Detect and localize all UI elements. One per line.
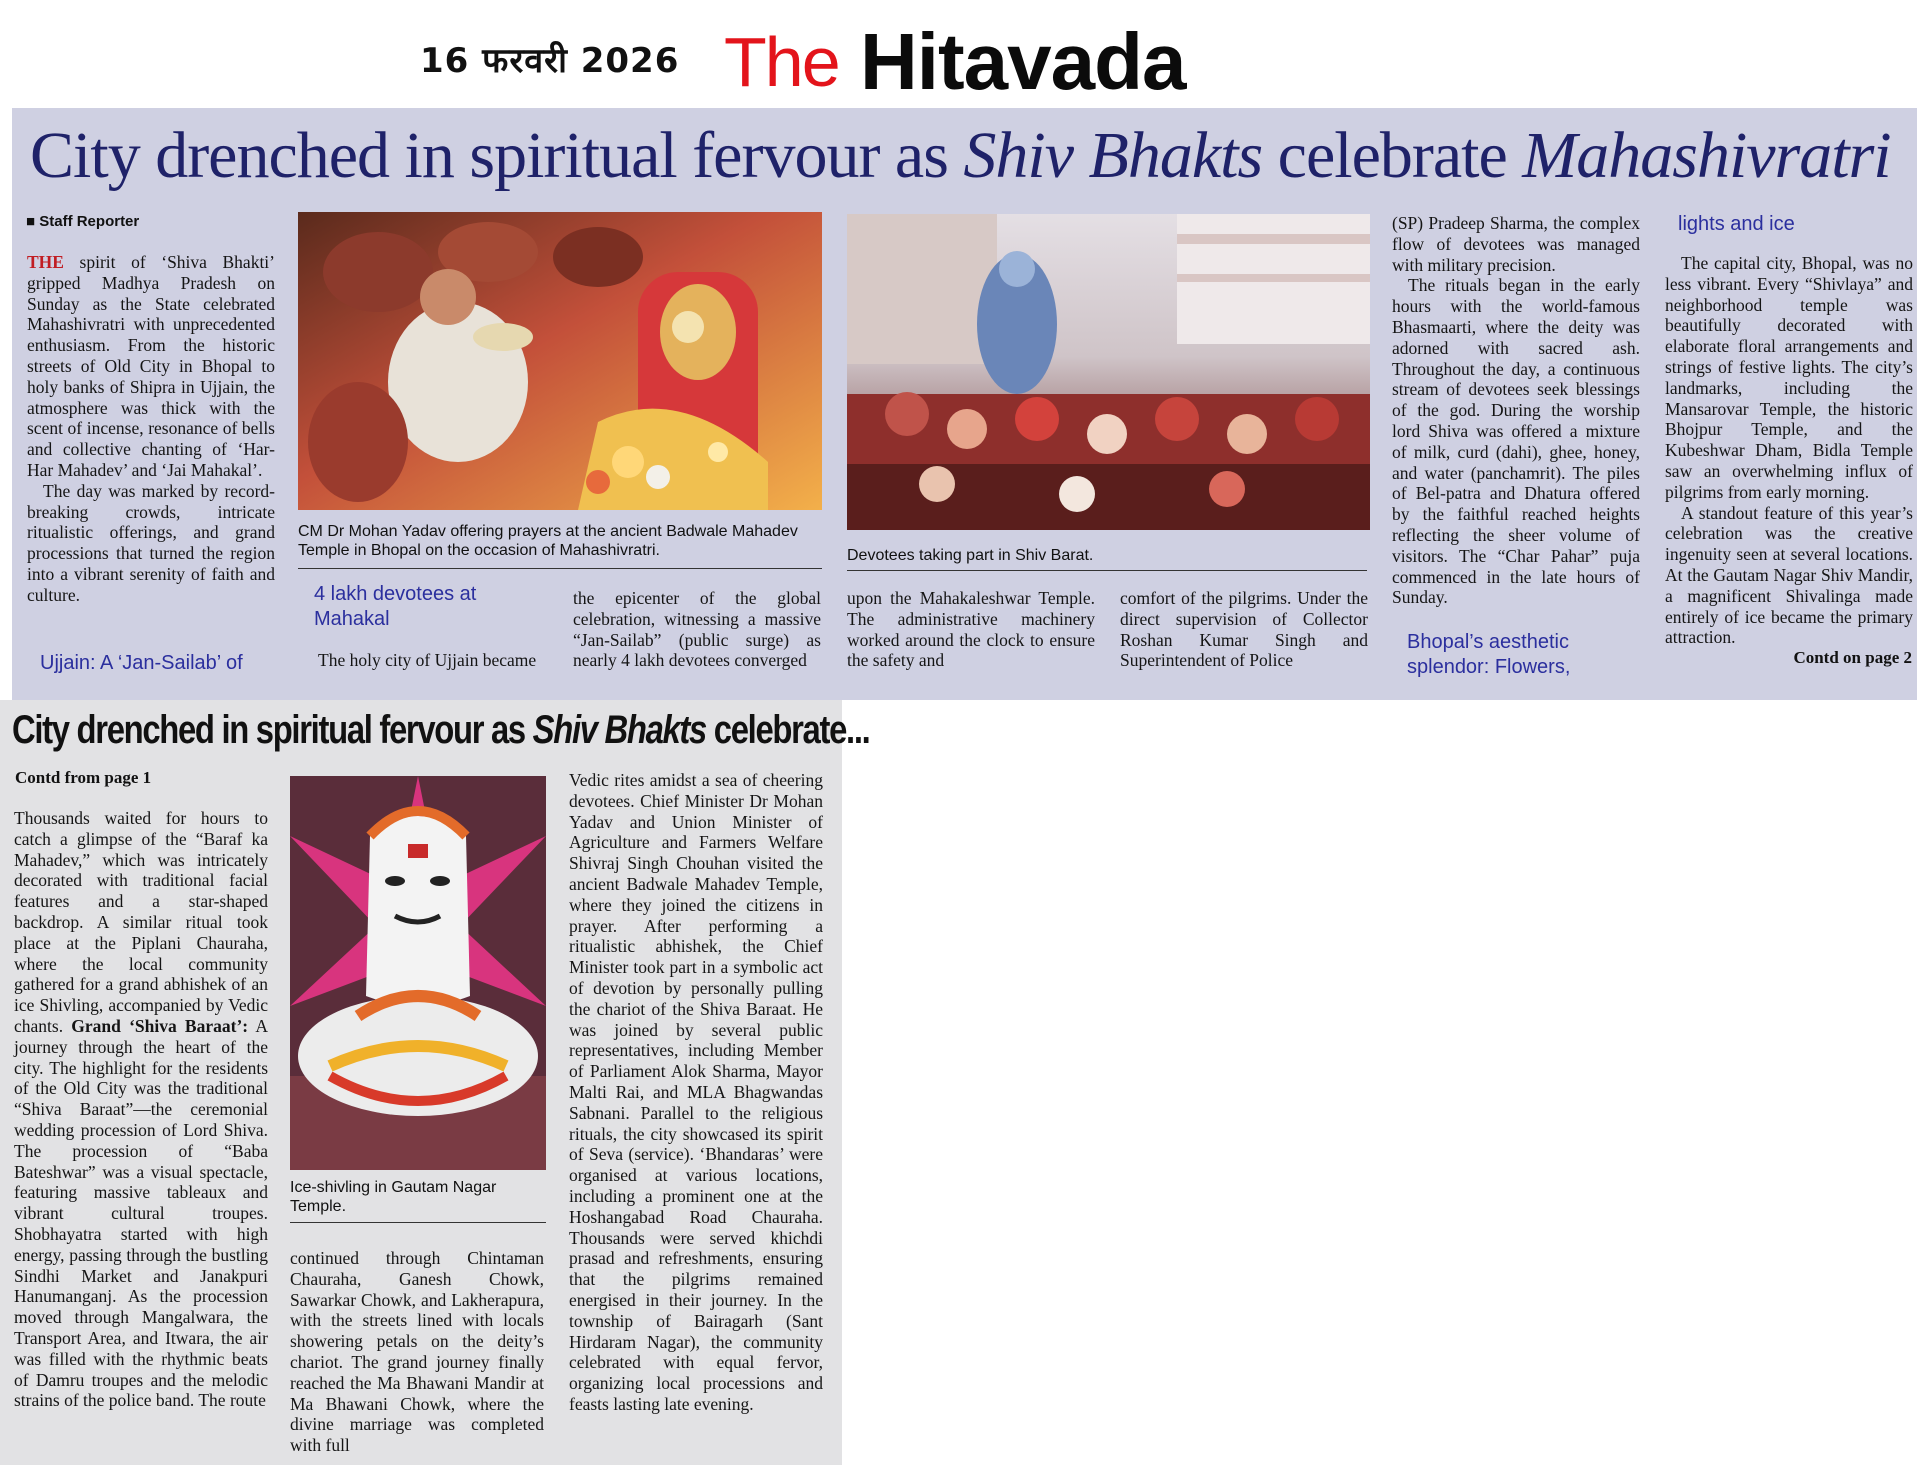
photo-caption-ice: Ice-shivling in Gautam Nagar Temple.	[290, 1179, 497, 1215]
byline: ■ Staff Reporter	[26, 213, 140, 230]
photo-caption-cm: CM Dr Mohan Yadav offering prayers at the ancient Badwale Mahadev Temple in Bhopal on the occasion of Mahashivratri.	[298, 523, 798, 559]
photo-caption-barat: Devotees taking part in Shiv Barat.	[847, 547, 1094, 564]
publication-date: 16 फरवरी 2026	[420, 41, 680, 81]
article-headline: City drenched in spiritual fervour as Shiv Bhakts celebrate Mahashivratri	[30, 119, 1891, 192]
paragraph: A journey through the heart of the city. The highlight for the residents of the Old City was the traditional “Shiva Baraat”—the ceremonial wedding procession of Lord Shiva. The procession of “Baba Bateshwar” was a visual spectacle, featuring massive tableaux and vibrant cultural troupes. Shobhayatra started with high energy, passing through the bustling Sindhi Market and Janakpuri Hanumanganj. As the procession moved through Mangalwara, the Transport Area, and Itwara, the air was filled with the rhythmic beats of Damru troupes and the melodic strains of the police band. The route	[14, 1015, 268, 1411]
continuation-column-2	[290, 1248, 544, 1456]
masthead-name: Hitavada	[860, 17, 1186, 106]
inline-subhead: Grand ‘Shiva Baraat’:	[71, 1015, 249, 1036]
subhead-mahakal: 4 lakh devotees at Mahakal	[314, 583, 477, 630]
continuation-column-1	[14, 808, 268, 1411]
subhead-lights: lights and ice	[1678, 213, 1795, 235]
continuation-column-3	[569, 770, 823, 1415]
article-column-1	[27, 252, 275, 606]
paragraph: Thousands waited for hours to catch a glimpse of the “Baraf ka Mahadev,” which was intricately decorated with traditional facial features and a star-shaped backdrop. A similar ritual took place at the Piplani Chauraha, where the local community gathered for a grand abhishek of an ice Shivling, accompanied by Vedic chants.	[14, 808, 268, 1036]
photo-cm-prayers	[298, 212, 822, 510]
paragraph: continued through Chintaman Chauraha, Ganesh Chowk, Sawarkar Chowk, and Lakherapura, with the streets lined with locals showering petals on the deity’s chariot. The grand journey finally reached the Ma Bhawani Mandir at Ma Bhawani Chowk, where the divine marriage was completed with full	[290, 1248, 544, 1456]
article-column-6	[1392, 213, 1640, 608]
subhead-ujjain: Ujjain: A ‘Jan-Sailab’ of	[40, 652, 243, 674]
paragraph: A standout feature of this year’s celebration was the creative ingenuity seen at several locations. At the Gautam Nagar Shiv Mandir, a magnificent Shivalinga made entirely of ice became the primary attraction.	[1665, 502, 1913, 648]
photo-shiv-barat	[847, 214, 1370, 530]
divider	[290, 1222, 546, 1223]
continuation-headline: City drenched in spiritual fervour as Shiv Bhakts celebrate...	[12, 708, 870, 752]
paragraph: Vedic rites amidst a sea of cheering devotees. Chief Minister Dr Mohan Yadav and Union Minister of Agriculture and Farmers Welfare Shivraj Singh Chouhan visited the ancient Badwale Mahadev Temple, where they joined the citizens in prayer. After performing a ritualistic abhishek, the Chief Minister took part in a symbolic act of devotion by personally pulling the chariot of the Shiva Baraat. He was joined by several public representatives, including Member of Parliament Alok Sharma, Mayor Malti Rai, and MLA Bhagwandas Sabnani. Parallel to the religious rituals, the city showcased its spirit of Seva (service). ‘Bhandaras’ were organised at various locations, including a prominent one at the Hoshangabad Road Chauraha. Thousands were served khichdi prasad and refreshments, ensuring that the pilgrims remained energised in their journey. In the township of Bairagarh (Sant Hirdaram Nagar), the community celebrated with equal fervor, organizing local processions and feasts lasting late evening.	[569, 770, 823, 1414]
lead-paragraph: spirit of ‘Shiva Bhakti’ gripped Madhya Pradesh on Sunday as the State celebrated Mahashivratri with unprecedented enthusiasm. From the historic streets of Old City in Bhopal to holy banks of Shipra in Ujjain, the atmosphere was thick with the scent of incense, resonance of bells and collective chanting of ‘Har-Har Mahadev’ and ‘Jai Mahakal’.	[27, 252, 275, 480]
paragraph: The rituals began in the early hours with the world-famous Bhasmaarti, where the deity was adorned with sacred ash. Throughout the day, a continuous stream of devotees seek blessings of the god. During the worship lord Shiva was offered a mixture of milk, curd (dahi), ghee, honey, and water (panchamrit). The piles of Bel-patra and Dhatura offered by the faithful reached heights reflecting the sheer volume of visitors. The “Char Pahar” puja commenced in the late hours of Sunday.	[1392, 275, 1640, 608]
paragraph: upon the Mahakaleshwar Temple. The administrative machinery worked around the clock to ensure the safety and	[847, 588, 1095, 671]
continued-from-page: Contd from page 1	[15, 768, 152, 787]
article-column-5	[1120, 588, 1368, 671]
paragraph: The capital city, Bhopal, was no less vibrant. Every “Shivlaya” and neighborhood temple was beautifully decorated with elaborate floral arrangements and strings of festive lights. The city’s landmarks, including the Mansarovar Temple, the historic Bhojpur Temple, and the Kubeshwar Dham, Bidla Temple saw an overwhelming influx of pilgrims from early morning.	[1665, 253, 1913, 502]
paragraph: the epicenter of the global celebration, witnessing a massive “Jan-Sailab” (public surge) as nearly 4 lakh devotees converged	[573, 588, 821, 671]
continued-on-page: Contd on page 2	[1793, 648, 1912, 667]
paragraph: The day was marked by record-breaking crowds, intricate ritualistic offerings, and grand processions that turned the region into a vibrant serenity of faith and culture.	[27, 480, 275, 605]
photo-ice-shivling	[290, 776, 546, 1170]
divider	[847, 570, 1367, 571]
paragraph: comfort of the pilgrims. Under the direct supervision of Collector Roshan Kumar Singh and Superintendent of Police	[1120, 588, 1368, 671]
article-column-2	[318, 650, 550, 671]
article-column-4	[847, 588, 1095, 671]
divider	[298, 568, 822, 569]
paragraph: The holy city of Ujjain became	[318, 650, 537, 670]
paragraph: (SP) Pradeep Sharma, the complex flow of devotees was managed with military precision.	[1392, 213, 1640, 275]
article-column-3	[573, 588, 821, 671]
article-column-7	[1665, 253, 1913, 648]
lead-word: THE	[27, 252, 64, 272]
subhead-bhopal: Bhopal’s aesthetic splendor: Flowers,	[1407, 631, 1571, 678]
masthead-the: The	[724, 23, 839, 101]
